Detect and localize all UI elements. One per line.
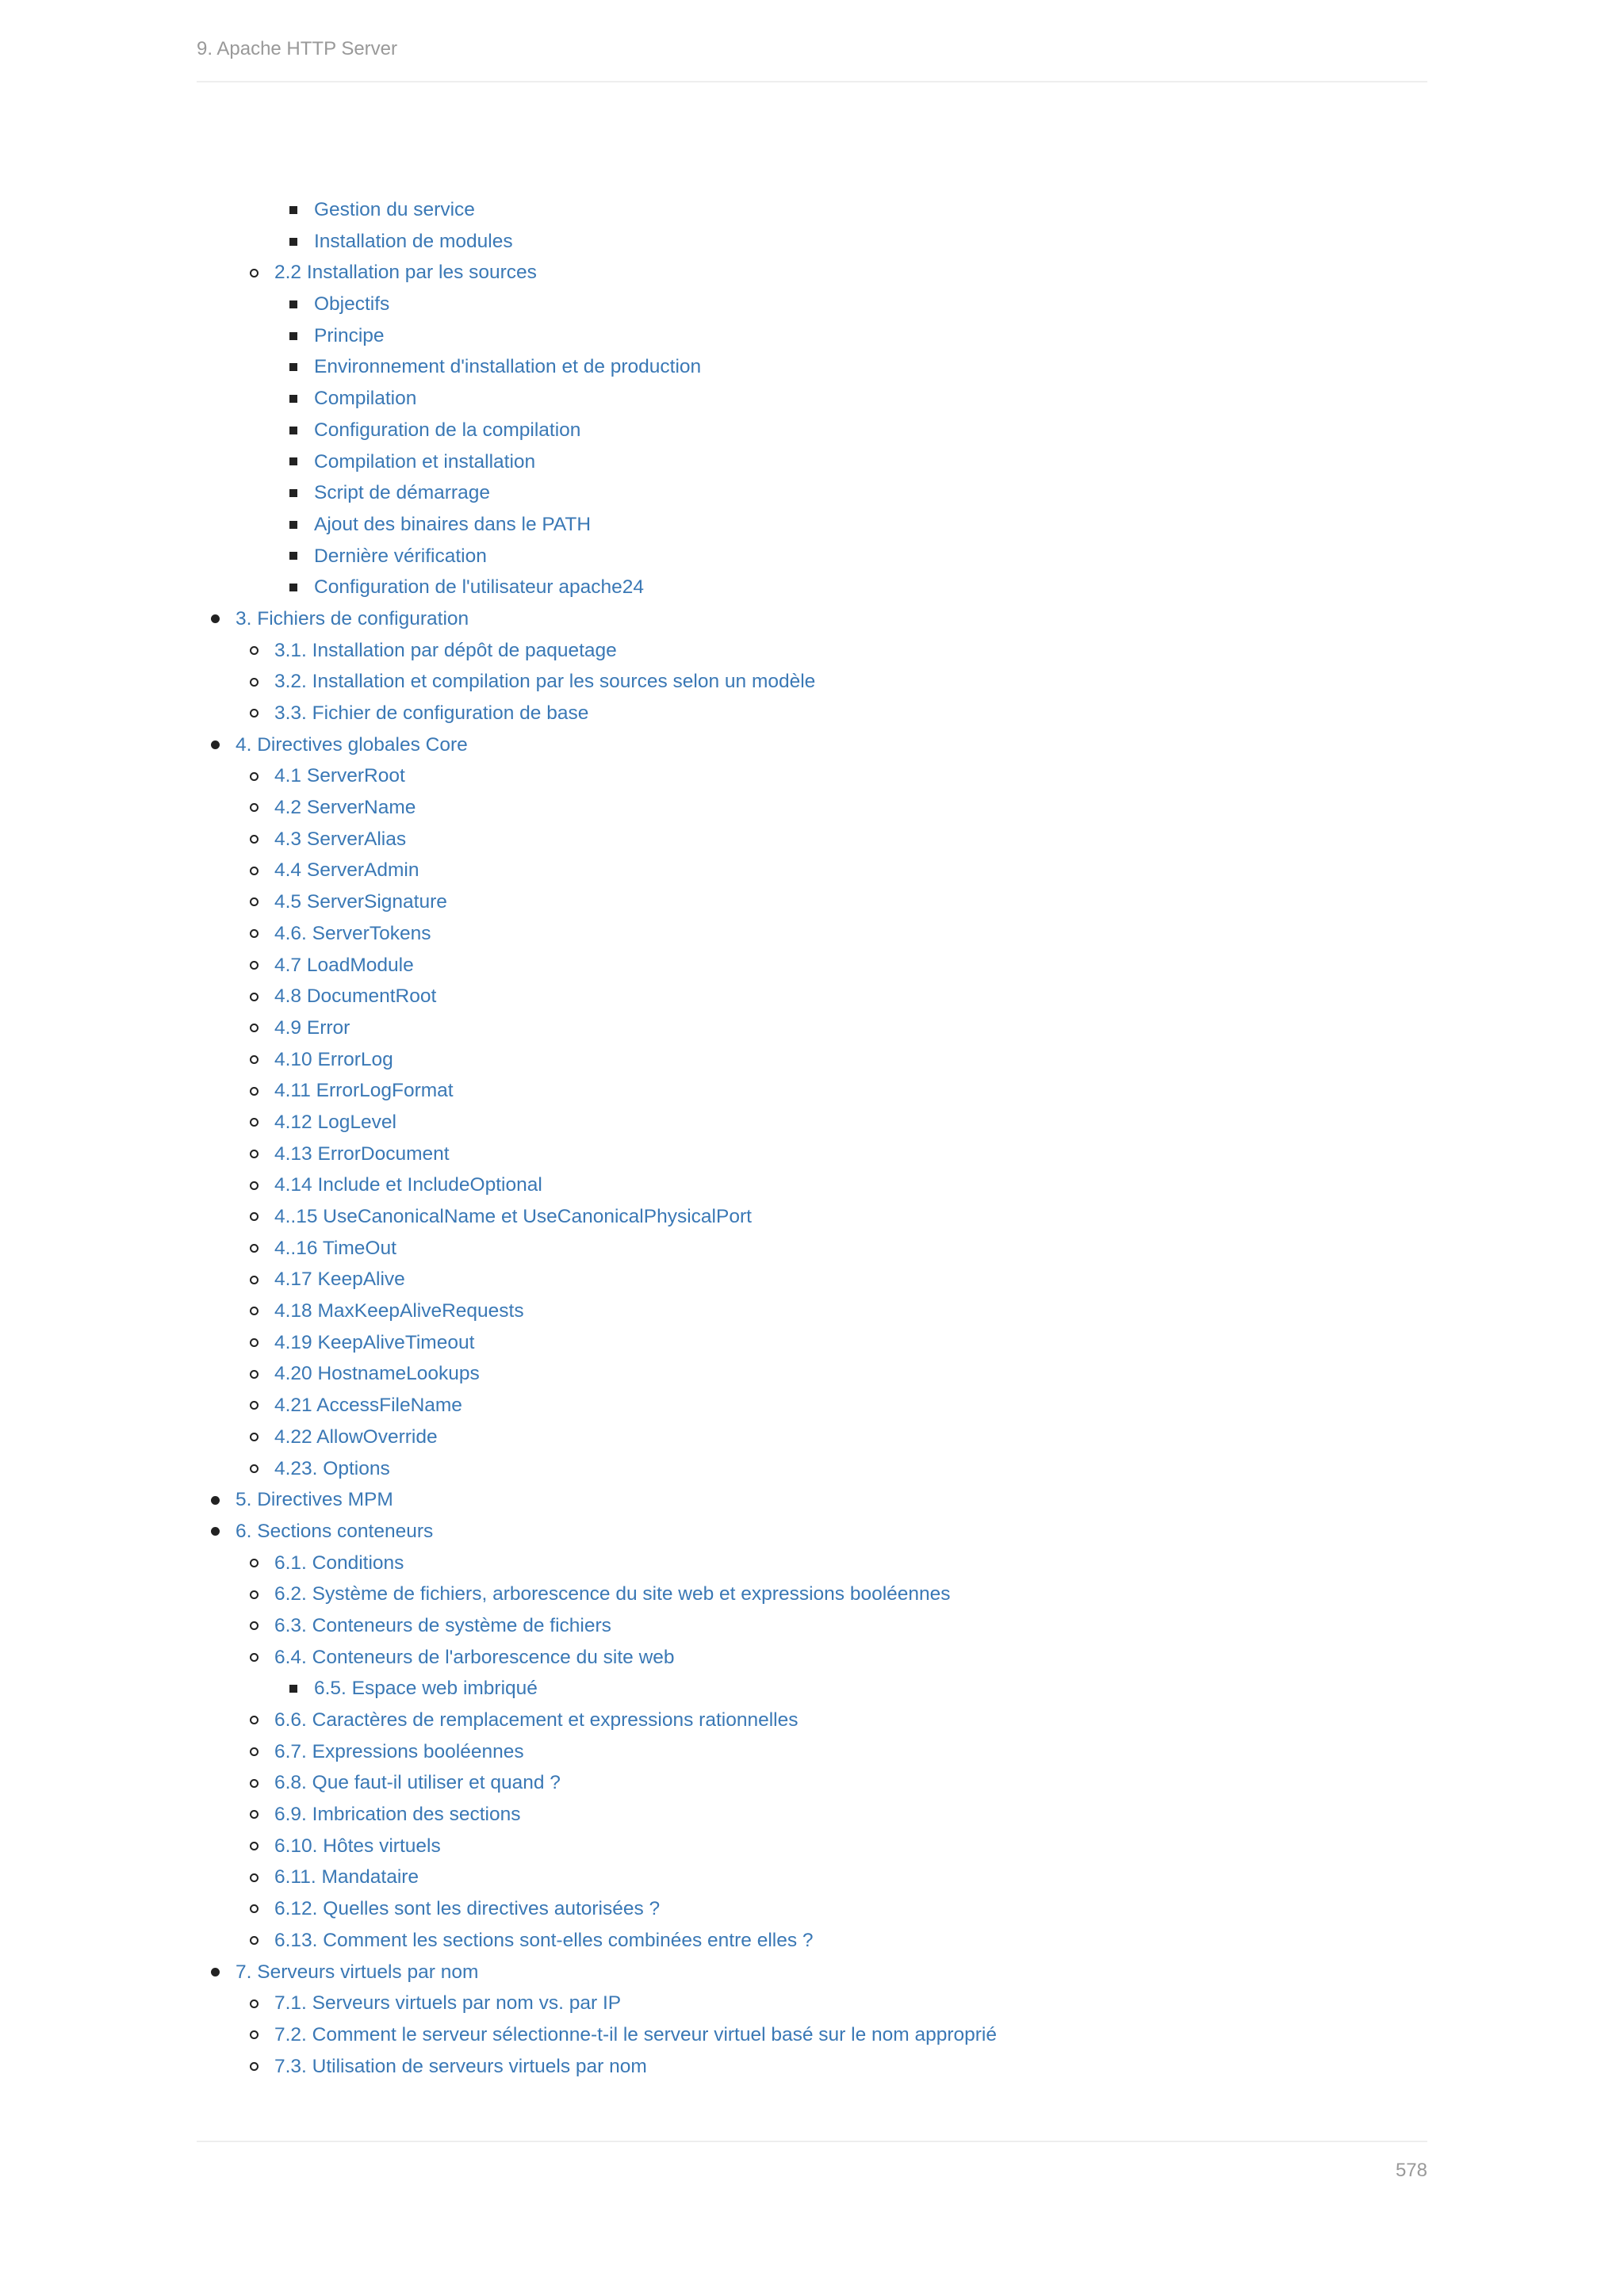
bullet-circle-icon <box>250 1936 259 1945</box>
toc-item <box>197 572 1427 603</box>
toc-item <box>197 415 1427 446</box>
toc-link[interactable]: Installation de modules <box>314 230 513 252</box>
toc-link[interactable]: 6.8. Que faut-il utiliser et quand ? <box>274 1772 561 1794</box>
toc-link[interactable]: Environnement d'installation et de production <box>314 356 702 378</box>
toc-link[interactable]: Compilation <box>314 388 417 410</box>
toc-link[interactable]: 6.5. Espace web imbriqué <box>314 1678 538 1700</box>
toc-item <box>197 1075 1427 1107</box>
toc-item <box>197 1516 1427 1548</box>
bullet-circle-icon <box>250 1999 259 2008</box>
bullet-square-icon <box>289 300 297 308</box>
toc-item <box>197 541 1427 572</box>
toc-link[interactable]: 3. Fichiers de configuration <box>236 607 469 629</box>
toc-link[interactable]: 4.13 ErrorDocument <box>274 1142 450 1165</box>
bullet-circle-icon <box>250 929 259 938</box>
page-number: 578 <box>1395 2160 1427 2181</box>
bullet-circle-icon <box>250 867 259 875</box>
toc-link[interactable]: 7.2. Comment le serveur sélectionne-t-il le serveur virtuel basé sur le nom approprié <box>274 2023 997 2045</box>
toc-item <box>197 918 1427 950</box>
toc-item <box>197 1736 1427 1768</box>
bullet-square-icon <box>289 238 297 246</box>
toc-item <box>197 1422 1427 1453</box>
toc-link[interactable]: Configuration de la compilation <box>314 419 581 441</box>
toc-link[interactable]: 7.3. Utilisation de serveurs virtuels par nom <box>274 2055 647 2077</box>
toc-item <box>197 320 1427 352</box>
toc-link[interactable]: 7. Serveurs virtuels par nom <box>236 1961 479 1983</box>
bullet-circle-icon <box>250 1621 259 1630</box>
bullet-circle-icon <box>250 1244 259 1253</box>
bullet-circle-icon <box>250 1433 259 1441</box>
toc-item <box>197 1233 1427 1265</box>
toc-item <box>197 194 1427 226</box>
toc-link[interactable]: 4.4 ServerAdmin <box>274 859 419 882</box>
bullet-disc-icon <box>211 740 220 749</box>
toc-item <box>197 1578 1427 1610</box>
table-of-contents <box>197 194 1427 2082</box>
toc-item <box>197 981 1427 1012</box>
toc-link[interactable]: 6. Sections conteneurs <box>236 1520 434 1542</box>
toc-item <box>197 666 1427 698</box>
toc-link[interactable]: 4.9 Error <box>274 1016 350 1039</box>
toc-link[interactable]: 6.10. Hôtes virtuels <box>274 1835 441 1857</box>
page-footer <box>197 2141 1427 2190</box>
toc-item <box>197 1642 1427 1674</box>
bullet-circle-icon <box>250 1904 259 1913</box>
bullet-disc-icon <box>211 1527 220 1536</box>
toc-link[interactable]: 4.8 DocumentRoot <box>274 985 437 1008</box>
toc-item <box>197 2019 1427 2051</box>
toc-link[interactable]: 6.2. Système de fichiers, arborescence du site web et expressions booléennes <box>274 1583 951 1605</box>
bullet-circle-icon <box>250 269 259 277</box>
toc-link[interactable]: 6.13. Comment les sections sont-elles combinées entre elles ? <box>274 1929 814 1951</box>
toc-item <box>197 1610 1427 1642</box>
toc-item <box>197 509 1427 541</box>
toc-item <box>197 383 1427 415</box>
bullet-circle-icon <box>250 1150 259 1158</box>
bullet-square-icon <box>289 332 297 340</box>
toc-link[interactable]: 4.5 ServerSignature <box>274 891 447 913</box>
toc-item <box>197 1358 1427 1390</box>
bullet-circle-icon <box>250 1307 259 1315</box>
toc-item <box>197 1799 1427 1831</box>
toc-link[interactable]: Configuration de l'utilisateur apache24 <box>314 576 645 599</box>
bullet-circle-icon <box>250 1118 259 1127</box>
toc-item <box>197 351 1427 383</box>
toc-item <box>197 729 1427 761</box>
bullet-square-icon <box>289 521 297 529</box>
bullet-circle-icon <box>250 2030 259 2039</box>
bullet-circle-icon <box>250 1055 259 1064</box>
bullet-square-icon <box>289 584 297 591</box>
toc-link[interactable]: Compilation et installation <box>314 450 536 473</box>
bullet-circle-icon <box>250 961 259 970</box>
toc-link[interactable]: 4.12 LogLevel <box>274 1111 396 1133</box>
bullet-circle-icon <box>250 1716 259 1724</box>
toc-item <box>197 2051 1427 2083</box>
toc-link[interactable]: Gestion du service <box>314 199 475 220</box>
toc-link[interactable]: 6.11. Mandataire <box>274 1866 419 1888</box>
bullet-square-icon <box>289 552 297 560</box>
bullet-circle-icon <box>250 1181 259 1190</box>
toc-item <box>197 1138 1427 1170</box>
toc-item <box>197 446 1427 478</box>
toc-link[interactable]: 4.23. Options <box>274 1457 390 1479</box>
toc-link[interactable]: Dernière vérification <box>314 545 487 567</box>
toc-item <box>197 824 1427 855</box>
toc-link[interactable]: Objectifs <box>314 293 390 316</box>
bullet-circle-icon <box>250 1590 259 1599</box>
toc-item <box>197 1295 1427 1327</box>
bullet-square-icon <box>289 395 297 403</box>
toc-link[interactable]: 4.10 ErrorLog <box>274 1048 393 1070</box>
toc-link[interactable]: 4.19 KeepAliveTimeout <box>274 1331 475 1353</box>
toc-link[interactable]: 4.18 MaxKeepAliveRequests <box>274 1300 524 1322</box>
toc-item <box>197 1390 1427 1422</box>
bullet-disc-icon <box>211 1496 220 1505</box>
toc-link[interactable]: Script de démarrage <box>314 482 490 504</box>
toc-link[interactable]: Principe <box>314 324 385 346</box>
bullet-circle-icon <box>250 678 259 687</box>
toc-link[interactable]: 4.17 KeepAlive <box>274 1269 405 1291</box>
toc-link[interactable]: 6.3. Conteneurs de système de fichiers <box>274 1614 611 1636</box>
toc-item <box>197 257 1427 289</box>
bullet-square-icon <box>289 457 297 465</box>
bullet-circle-icon <box>250 993 259 1001</box>
bullet-circle-icon <box>250 709 259 718</box>
toc-link[interactable]: 6.6. Caractères de remplacement et expressions rationnelles <box>274 1709 799 1731</box>
bullet-circle-icon <box>250 897 259 906</box>
bullet-circle-icon <box>250 1370 259 1379</box>
toc-item <box>197 1862 1427 1893</box>
toc-link[interactable]: 4. Directives globales Core <box>236 733 468 756</box>
toc-link[interactable]: 4..15 UseCanonicalName et UseCanonicalPhysicalPort <box>274 1206 752 1227</box>
toc-item <box>197 1327 1427 1359</box>
toc-item <box>197 1453 1427 1485</box>
toc-link[interactable]: 4.20 HostnameLookups <box>274 1363 480 1385</box>
bullet-circle-icon <box>250 1747 259 1756</box>
toc-item <box>197 1012 1427 1044</box>
bullet-circle-icon <box>250 1464 259 1473</box>
toc-link[interactable]: 3.3. Fichier de configuration de base <box>274 702 589 724</box>
bullet-circle-icon <box>250 1338 259 1347</box>
bullet-circle-icon <box>250 1873 259 1882</box>
document-title: 9. Apache HTTP Server <box>197 38 398 59</box>
toc-item <box>197 603 1427 635</box>
toc-item <box>197 1044 1427 1076</box>
toc-item <box>197 1705 1427 1736</box>
toc-item <box>197 698 1427 729</box>
toc-link[interactable]: 6.4. Conteneurs de l'arborescence du site web <box>274 1646 675 1668</box>
toc-item <box>197 1893 1427 1925</box>
toc-item <box>197 1264 1427 1295</box>
toc-item <box>197 1548 1427 1579</box>
toc-item <box>197 226 1427 258</box>
toc-link[interactable]: 2.2 Installation par les sources <box>274 262 537 284</box>
toc-item <box>197 792 1427 824</box>
bullet-circle-icon <box>250 803 259 812</box>
toc-link[interactable]: 7.1. Serveurs virtuels par nom vs. par IP <box>274 1992 622 2015</box>
toc-link[interactable]: 4.14 Include et IncludeOptional <box>274 1174 542 1196</box>
bullet-circle-icon <box>250 1779 259 1788</box>
toc-item <box>197 950 1427 982</box>
toc-link[interactable]: 5. Directives MPM <box>236 1489 393 1511</box>
bullet-circle-icon <box>250 772 259 781</box>
toc-link[interactable]: 4.1 ServerRoot <box>274 765 405 787</box>
toc-link[interactable]: 4.11 ErrorLogFormat <box>274 1080 454 1102</box>
toc-item <box>197 289 1427 320</box>
toc-link[interactable]: 3.2. Installation et compilation par les sources selon un modèle <box>274 671 816 693</box>
toc-item <box>197 886 1427 918</box>
toc-item <box>197 760 1427 792</box>
toc-link[interactable]: 6.1. Conditions <box>274 1552 404 1574</box>
toc-item <box>197 635 1427 667</box>
toc-item <box>197 1767 1427 1799</box>
toc-link[interactable]: 4.6. ServerTokens <box>274 922 431 944</box>
toc-item <box>197 1831 1427 1862</box>
toc-item <box>197 1673 1427 1705</box>
toc-item <box>197 1988 1427 2019</box>
bullet-circle-icon <box>250 646 259 655</box>
bullet-disc-icon <box>211 614 220 623</box>
bullet-circle-icon <box>250 835 259 844</box>
toc-item <box>197 855 1427 886</box>
toc-link[interactable]: 6.12. Quelles sont les directives autorisées ? <box>274 1898 661 1920</box>
toc-link[interactable]: 6.9. Imbrication des sections <box>274 1804 521 1826</box>
toc-link[interactable]: Ajout des binaires dans le PATH <box>314 513 592 535</box>
bullet-circle-icon <box>250 1810 259 1819</box>
bullet-square-icon <box>289 1685 297 1693</box>
bullet-circle-icon <box>250 1559 259 1567</box>
toc-link[interactable]: 6.7. Expressions booléennes <box>274 1740 524 1762</box>
bullet-circle-icon <box>250 1653 259 1662</box>
toc-link[interactable]: 4..16 TimeOut <box>274 1237 396 1259</box>
toc-item <box>197 477 1427 509</box>
bullet-circle-icon <box>250 1401 259 1410</box>
toc-link[interactable]: 4.21 AccessFileName <box>274 1395 462 1417</box>
toc-item <box>197 1925 1427 1957</box>
toc-link[interactable]: 4.3 ServerAlias <box>274 828 407 850</box>
bullet-square-icon <box>289 363 297 371</box>
bullet-disc-icon <box>211 1968 220 1976</box>
bullet-circle-icon <box>250 1024 259 1032</box>
bullet-circle-icon <box>250 1276 259 1284</box>
toc-item <box>197 1169 1427 1201</box>
bullet-square-icon <box>289 427 297 434</box>
toc-item <box>197 1957 1427 1988</box>
bullet-circle-icon <box>250 1842 259 1850</box>
bullet-square-icon <box>289 206 297 214</box>
toc-link[interactable]: 4.22 AllowOverride <box>274 1425 438 1448</box>
toc-link[interactable]: 4.7 LoadModule <box>274 954 414 976</box>
bullet-square-icon <box>289 489 297 497</box>
bullet-circle-icon <box>250 2062 259 2071</box>
toc-item <box>197 1201 1427 1233</box>
toc-item <box>197 1107 1427 1138</box>
toc-link[interactable]: 3.1. Installation par dépôt de paquetage <box>274 639 617 661</box>
toc-link[interactable]: 4.2 ServerName <box>274 797 416 819</box>
bullet-circle-icon <box>250 1087 259 1096</box>
bullet-circle-icon <box>250 1212 259 1221</box>
toc-item <box>197 1484 1427 1516</box>
page-header <box>197 35 1427 82</box>
